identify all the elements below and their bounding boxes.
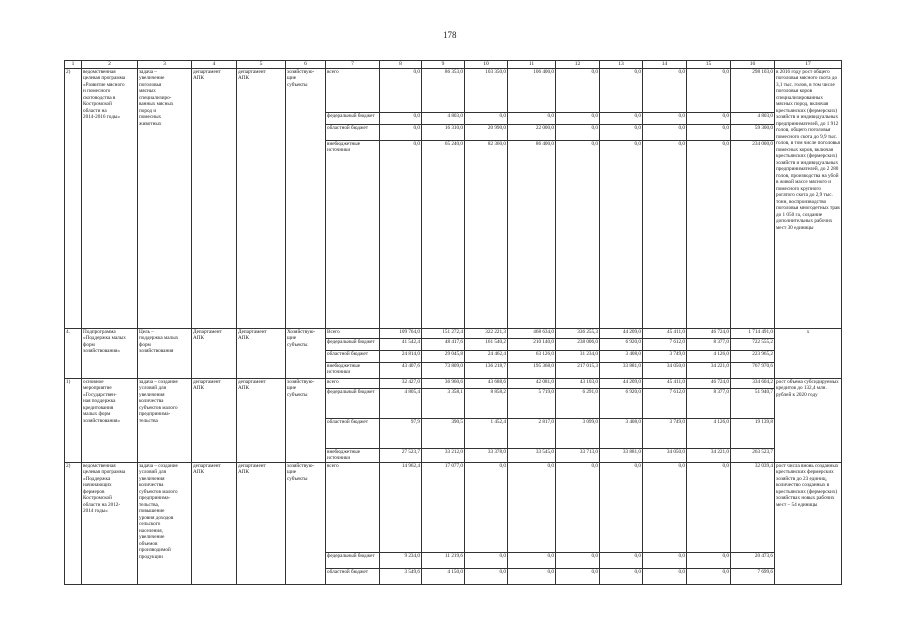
cell-coexec: Департамент АПК [237, 328, 286, 378]
funding-value: 151 272,4 [422, 328, 465, 338]
funding-value: 46 724,0 [687, 378, 731, 388]
funding-value: 0,0 [687, 568, 731, 584]
table-row [65, 462, 842, 552]
funding-value: 36 960,6 [422, 378, 465, 388]
funding-value: 34 050,0 [643, 448, 687, 462]
funding-source: внебюджетные источники [326, 448, 380, 462]
column-number: 10 [465, 61, 508, 69]
funding-value: 0,0 [600, 124, 643, 140]
funding-value: 32 427,0 [380, 378, 422, 388]
funding-value: 0,0 [643, 68, 687, 112]
funding-value: 86 353,0 [422, 68, 465, 112]
column-number: 11 [508, 61, 556, 69]
funding-value: 0,0 [600, 568, 643, 584]
funding-value: 0,0 [556, 112, 600, 124]
funding-value: 106 400,0 [508, 68, 556, 112]
funding-value: 11 219,6 [422, 552, 465, 568]
column-number: 1 [65, 61, 82, 69]
funding-value: 0,0 [643, 124, 687, 140]
funding-value: 0,0 [380, 140, 422, 328]
funding-value: 0,0 [508, 568, 556, 584]
column-number-row [65, 61, 842, 69]
funding-value: 63 126,0 [508, 350, 556, 362]
funding-value: 14 962,4 [380, 462, 422, 552]
funding-value: 6 920,0 [600, 338, 643, 350]
funding-value: 0,0 [380, 124, 422, 140]
funding-value: 20 990,0 [465, 124, 508, 140]
funding-value: 16 310,0 [422, 124, 465, 140]
funding-value: 9 234,0 [380, 552, 422, 568]
funding-value: 217 015,3 [556, 362, 600, 378]
expected-result: рост числа вновь созданных крестьянских фермерских хозяйств до 23 единиц, количество созданных в крестьянских (фермерских) хозяйствах новых рабочих мест – 54 единицы [775, 462, 842, 584]
cell-task: задача – создание условий для увеличения количества субъектов малого предпринима- тельства [138, 378, 192, 462]
cell-name: основное мероприятие «Государствен- ная поддержка кредитования малых форм хозяйствования» [82, 378, 138, 462]
funding-value: 0,0 [643, 140, 687, 328]
expected-result: в 2016 году рост общего поголовья мясного скота до 3,1 тыс. голов, в том числе поголовья коров специализированных мясных пород, включая крестьянских (фермерских) хозяйств и индивидуальных предпринимателей, до 1 912 голов, общего поголовья помесного скота до 9,9 тыс. голов, в том числе поголовья помесных коров, включая крестьянских (фермерских) хозяйств и индивидуальных предпринимателей, до 2 280 голов, производства на убой в живой массе мясного и помесного крупного рогатого скота до 2,9 тыс. тонн, воспроизводство поголовья многодетных трав до 1 050 га, создание дополнительных рабочих мест 30 единицы [775, 68, 842, 328]
funding-value: 0,0 [600, 552, 643, 568]
funding-value: 3 749,0 [643, 350, 687, 362]
funding-value: 6 920,0 [600, 388, 643, 418]
column-number: 7 [326, 61, 380, 69]
funding-value: 33 545,0 [508, 448, 556, 462]
funding-value: 4 150,0 [422, 568, 465, 584]
funding-value: 7 699,6 [731, 568, 775, 584]
funding-value: 42 081,0 [508, 378, 556, 388]
funding-value: 238 006,0 [556, 338, 600, 350]
funding-value: 322 221,3 [465, 328, 508, 338]
funding-value: 0,0 [508, 112, 556, 124]
funding-value: 48 417,6 [422, 338, 465, 350]
funding-value: 4 126,0 [687, 350, 731, 362]
page-number: 178 [443, 30, 457, 40]
funding-value: 43 103,0 [556, 378, 600, 388]
funding-source: федеральный бюджет [326, 388, 380, 418]
funding-value: 4 126,0 [687, 418, 731, 448]
funding-value: 210 140,0 [508, 338, 556, 350]
funding-value: 0,0 [465, 552, 508, 568]
funding-value: 45 411,0 [643, 378, 687, 388]
funding-value: 43 407,6 [380, 362, 422, 378]
funding-value: 0,0 [465, 568, 508, 584]
funding-value: 0,0 [380, 68, 422, 112]
funding-source: Всего [326, 328, 380, 338]
funding-value: 4 803,0 [422, 112, 465, 124]
cell-num: 1) [65, 378, 82, 462]
funding-value: 336 255,3 [556, 328, 600, 338]
cell-exec: департамент АПК [192, 462, 237, 584]
column-number: 2 [82, 61, 138, 69]
funding-value: 7 612,0 [643, 338, 687, 350]
funding-value: 0,0 [556, 124, 600, 140]
funding-value: 0,0 [687, 552, 731, 568]
funding-value: 109 764,0 [380, 328, 422, 338]
funding-value: 0,0 [600, 112, 643, 124]
funding-value: 0,0 [643, 462, 687, 552]
funding-value: 0,0 [600, 462, 643, 552]
cell-coexec: департамент АПК [237, 378, 286, 462]
funding-value: 0,0 [380, 112, 422, 124]
funding-value: 44 209,0 [600, 378, 643, 388]
funding-value: 34 050,0 [643, 362, 687, 378]
funding-source: федеральный бюджет [326, 552, 380, 568]
cell-coexec: департамент АПК [237, 462, 286, 584]
cell-name: ведомственная целевая программа «Развитие мясного и помесного скотоводства в Костромской области на 2014-2016 годы» [82, 68, 138, 328]
funding-value: 0,0 [508, 552, 556, 568]
funding-value: 298 103,0 [731, 68, 775, 112]
funding-value: 33 212,0 [422, 448, 465, 462]
funding-source: федеральный бюджет [326, 338, 380, 350]
funding-source: внебюджетные источники [326, 140, 380, 328]
funding-value: 8 858,2 [465, 388, 508, 418]
table-row [65, 378, 842, 388]
cell-exec: Департамент АПК [192, 328, 237, 378]
cell-part: хозяйствую- щие субъекты [286, 68, 326, 328]
funding-value: 7 612,0 [643, 388, 687, 418]
funding-value: 0,0 [556, 462, 600, 552]
column-number: 14 [643, 61, 687, 69]
column-number: 17 [775, 61, 842, 69]
funding-value: 34 221,0 [687, 448, 731, 462]
cell-name: Подпрограмма «Поддержка малых форм хозяйствования» [82, 328, 138, 378]
funding-value: 3 099,0 [556, 418, 600, 448]
funding-source: внебюджетные источники [326, 362, 380, 378]
funding-value: 0,0 [687, 140, 731, 328]
cell-coexec: департамент АПК [237, 68, 286, 328]
column-number: 15 [687, 61, 731, 69]
funding-value: 1 714 491,0 [731, 328, 775, 338]
cell-task: Цель – поддержка малых форм хозяйствования [138, 328, 192, 378]
funding-value: 43 688,6 [465, 378, 508, 388]
funding-value: 3 358,1 [422, 388, 465, 418]
cell-name: ведомственная целевая программа «Поддержка начинающих фермеров Костромской области на 2012- 2014 годы» [82, 462, 138, 584]
funding-value: 51 940,7 [731, 388, 775, 418]
funding-source: всего [326, 378, 380, 388]
funding-value: 34 221,0 [687, 362, 731, 378]
funding-value: 33 713,0 [556, 448, 600, 462]
funding-value: 8 377,0 [687, 338, 731, 350]
column-number: 3 [138, 61, 192, 69]
funding-value: 44 209,0 [600, 328, 643, 338]
cell-task: задача – создание условий для увеличения количества субъектов малого предпринима- тельства, повышение уровня доходов сельского населения, увеличение объемов производимой продукции [138, 462, 192, 584]
column-number: 12 [556, 61, 600, 69]
cell-num: 2) [65, 462, 82, 584]
funding-value: 0,0 [465, 112, 508, 124]
cell-part: Хозяйствую- щие субъекты [286, 328, 326, 378]
funding-value: 0,0 [687, 68, 731, 112]
funding-value: 32 039,4 [731, 462, 775, 552]
program-table [64, 60, 842, 585]
funding-value: 29 045,8 [422, 350, 465, 362]
funding-value: 334 604,2 [731, 378, 775, 388]
funding-value: 136 218,7 [465, 362, 508, 378]
funding-value: 0,0 [600, 68, 643, 112]
funding-value: 161 540,2 [465, 338, 508, 350]
funding-value: 0,0 [687, 112, 731, 124]
funding-value: 24 814,0 [380, 350, 422, 362]
expected-result: х [775, 328, 842, 378]
funding-value: 0,0 [600, 140, 643, 328]
funding-value: 2 817,0 [508, 418, 556, 448]
funding-value: 195 368,0 [508, 362, 556, 378]
funding-value: 6 291,0 [556, 388, 600, 418]
funding-source: областной бюджет [326, 568, 380, 584]
funding-value: 20 473,6 [731, 552, 775, 568]
funding-value: 263 523,7 [731, 448, 775, 462]
column-number: 5 [237, 61, 286, 69]
funding-value: 27 523,7 [380, 448, 422, 462]
funding-value: 17 077,0 [422, 462, 465, 552]
funding-value: 59 300,0 [731, 124, 775, 140]
cell-num: 4. [65, 328, 82, 378]
funding-value: 4 803,0 [731, 112, 775, 124]
funding-value: 3 408,0 [600, 418, 643, 448]
funding-value: 5 719,0 [508, 388, 556, 418]
funding-value: 722 555,2 [731, 338, 775, 350]
funding-value: 24 462,4 [465, 350, 508, 362]
funding-value: 3 549,6 [380, 568, 422, 584]
funding-value: 46 724,0 [687, 328, 731, 338]
funding-value: 0,0 [508, 462, 556, 552]
funding-value: 0,0 [643, 568, 687, 584]
funding-value: 390,5 [422, 418, 465, 448]
funding-value: 223 965,2 [731, 350, 775, 362]
funding-value: 3 749,0 [643, 418, 687, 448]
funding-value: 19 139,8 [731, 418, 775, 448]
funding-source: областной бюджет [326, 418, 380, 448]
expected-result: рост объема субсидируемых кредитов до 132,4 млн. рублей к 2020 году [775, 378, 842, 462]
cell-exec: департамент АПК [192, 378, 237, 462]
funding-value: 33 881,0 [600, 362, 643, 378]
funding-value: 468 634,0 [508, 328, 556, 338]
funding-value: 0,0 [687, 124, 731, 140]
column-number: 4 [192, 61, 237, 69]
funding-value: 0,0 [556, 568, 600, 584]
table-row [65, 68, 842, 112]
column-number: 8 [380, 61, 422, 69]
funding-value: 22 000,0 [508, 124, 556, 140]
funding-source: областной бюджет [326, 124, 380, 140]
cell-num: 2) [65, 68, 82, 328]
funding-value: 41 542,4 [380, 338, 422, 350]
funding-value: 1 452,4 [465, 418, 508, 448]
funding-value: 33 378,0 [465, 448, 508, 462]
funding-value: 0,0 [465, 462, 508, 552]
funding-value: 0,0 [643, 112, 687, 124]
funding-value: 0,0 [643, 552, 687, 568]
funding-value: 97,9 [380, 418, 422, 448]
table-row [65, 328, 842, 338]
funding-value: 4 805,4 [380, 388, 422, 418]
funding-value: 767 970,6 [731, 362, 775, 378]
column-number: 9 [422, 61, 465, 69]
funding-value: 0,0 [687, 462, 731, 552]
cell-task: задача – увеличение поголовья мясных специализиро- ванных мясных пород и помесных животных [138, 68, 192, 328]
funding-value: 65 240,0 [422, 140, 465, 328]
column-number: 6 [286, 61, 326, 69]
cell-exec: департамент АПК [192, 68, 237, 328]
funding-value: 73 809,0 [422, 362, 465, 378]
funding-value: 86 400,0 [508, 140, 556, 328]
funding-value: 103 350,0 [465, 68, 508, 112]
funding-value: 0,0 [556, 140, 600, 328]
funding-value: 0,0 [556, 552, 600, 568]
funding-source: областной бюджет [326, 350, 380, 362]
funding-value: 82 360,0 [465, 140, 508, 328]
funding-source: всего [326, 68, 380, 112]
funding-source: всего [326, 462, 380, 552]
funding-value: 31 234,0 [556, 350, 600, 362]
cell-part: хозяйствую- щие субъекты [286, 378, 326, 462]
funding-value: 45 411,0 [643, 328, 687, 338]
column-number: 13 [600, 61, 643, 69]
funding-value: 3 408,0 [600, 350, 643, 362]
funding-value: 0,0 [556, 68, 600, 112]
cell-part: хозяйствую- щие субъекты [286, 462, 326, 584]
column-number: 16 [731, 61, 775, 69]
funding-value: 234 000,0 [731, 140, 775, 328]
funding-source: федеральный бюджет [326, 112, 380, 124]
funding-value: 33 881,0 [600, 448, 643, 462]
funding-value: 8 377,0 [687, 388, 731, 418]
